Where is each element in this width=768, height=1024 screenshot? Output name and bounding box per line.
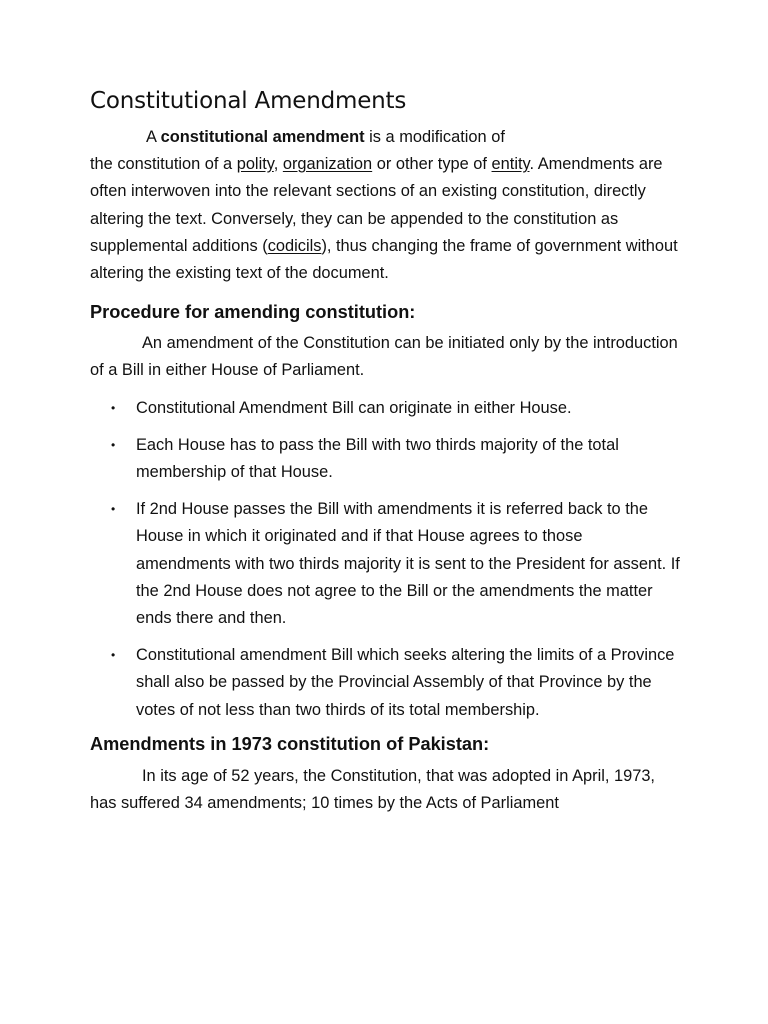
list-item: [90, 395, 680, 422]
intro-paragraph: [90, 124, 680, 287]
list-item-text: Constitutional amendment Bill which seeks altering the limits of a Province shall also be passed by the Provincial Assembly of that Province by the votes of not less than two thirds of its total membership.: [136, 646, 675, 719]
intro-text: ,: [273, 155, 283, 174]
link-polity[interactable]: polity: [236, 155, 274, 174]
procedure-bullet-list: [90, 395, 680, 724]
intro-text: ), thus changing the frame of government without altering the existing text of the document.: [90, 236, 678, 283]
bullet-icon: •: [111, 502, 116, 517]
link-entity[interactable]: entity: [491, 155, 530, 174]
document-page: [90, 88, 680, 817]
list-item-text: Each House has to pass the Bill with two thirds majority of the total membership of that House.: [136, 435, 619, 482]
bullet-icon: •: [111, 437, 116, 452]
link-codicils[interactable]: codicils: [267, 236, 322, 255]
intro-text: or other type of: [372, 155, 492, 174]
bullet-icon: •: [111, 400, 116, 415]
list-item-text: If 2nd House passes the Bill with amendments it is referred back to the House in which it originated and if that House agrees to those amendments with two thirds majority it is sent to the President for assent. If the 2nd House does not agree to the Bill or the amendments the matter ends there and then.: [136, 500, 680, 628]
list-item: [90, 496, 680, 632]
section-heading-amendments-1973: Amendments in 1973 constitution of Pakistan:: [90, 733, 490, 754]
amendments-paragraph: In its age of 52 years, the Constitution, that was adopted in April, 1973, has suffered 34 amendments; 10 times by the Acts of Parliament: [90, 766, 655, 813]
intro-bold-term: constitutional amendment: [160, 128, 365, 146]
intro-text: . Amendments are often interwoven into the relevant sections of an existing constitution, directly altering the text. Conversely, they can be appended to the constitution as supplemental additions (: [90, 155, 663, 255]
intro-text: is a modification of: [364, 128, 505, 146]
procedure-paragraph: An amendment of the Constitution can be initiated only by the introduction of a Bill in either House of Parliament.: [90, 334, 678, 380]
section-heading-procedure: Procedure for amending constitution:: [90, 302, 416, 323]
intro-text: the constitution of a: [90, 155, 237, 174]
link-organization[interactable]: organization: [282, 155, 373, 174]
list-item: [90, 432, 680, 486]
intro-text: A: [146, 128, 161, 146]
list-item: [90, 642, 680, 724]
bullet-icon: •: [111, 648, 116, 663]
list-item-text: Constitutional Amendment Bill can originate in either House.: [136, 398, 572, 417]
page-title: Constitutional Amendments: [90, 88, 407, 114]
